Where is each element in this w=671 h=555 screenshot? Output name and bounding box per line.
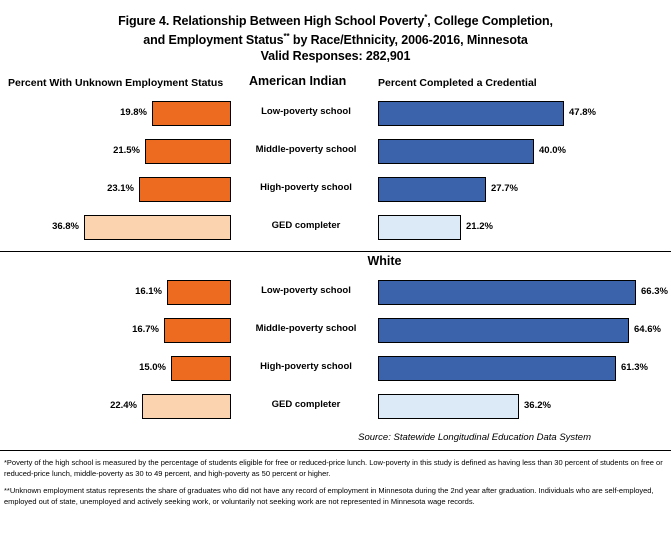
chart-row xyxy=(0,171,671,209)
group-white-rows xyxy=(0,274,671,426)
bar-value-label: 47.8% xyxy=(569,107,596,119)
category-label: High-poverty school xyxy=(260,361,352,373)
chart-row xyxy=(0,312,671,350)
group-header-american-indian: American Indian xyxy=(249,74,347,89)
bar-unknown-employment xyxy=(145,139,231,164)
right-bar-zone xyxy=(373,312,671,350)
bar-value-label: 16.1% xyxy=(135,286,162,298)
category-label: Low-poverty school xyxy=(261,106,351,118)
bar-completed-credential xyxy=(378,177,486,202)
source-note: Source: Statewide Longitudinal Education Data System xyxy=(358,432,591,444)
right-column-header: Percent Completed a Credential xyxy=(378,77,537,90)
bar-unknown-employment-ged xyxy=(84,215,231,240)
footnote-poverty: *Poverty of the high school is measured by the percentage of students eligible for free or reduced-price lunch. Low-poverty in this study is defined as having less than 30 percent of students on free or reduced-price lunch, middle-poverty as 30 to 49 percent, and high-poverty as 50 percent or higher. xyxy=(4,458,663,478)
bar-value-label: 21.2% xyxy=(466,221,493,233)
title-line-1-text: Figure 4. Relationship Between High School Poverty xyxy=(118,14,425,29)
title-line-3: Valid Responses: 282,901 xyxy=(260,49,411,64)
bar-unknown-employment xyxy=(167,280,231,305)
bar-completed-credential xyxy=(378,101,564,126)
footnote-unknown-employment: **Unknown employment status represents the share of graduates who did not have any record of employment in Minnesota during the 2nd year after graduation. Individuals who are self-employed, employed out of state, unemployed and actively seeking work, or voluntarily not seeking work are not represented in Minnesota wage records. xyxy=(4,486,654,506)
chart-row xyxy=(0,350,671,388)
left-bar-zone xyxy=(0,312,239,350)
category-label: High-poverty school xyxy=(260,182,352,194)
category-label: Middle-poverty school xyxy=(255,323,357,335)
group-header-white xyxy=(0,254,671,274)
right-bar-zone xyxy=(373,388,671,426)
bar-value-label: 19.8% xyxy=(120,107,147,119)
category-label: GED completer xyxy=(271,220,341,232)
bar-value-label: 15.0% xyxy=(139,362,166,374)
bar-completed-credential-ged xyxy=(378,394,519,419)
title-line-2-text: and Employment Status xyxy=(143,33,284,48)
bar-completed-credential xyxy=(378,280,636,305)
category-label: Middle-poverty school xyxy=(255,144,357,156)
footnotes xyxy=(0,451,671,507)
bar-value-label: 61.3% xyxy=(621,362,648,374)
left-bar-zone xyxy=(0,209,239,247)
bar-value-label: 40.0% xyxy=(539,145,566,157)
left-column-header: Percent With Unknown Employment Status xyxy=(8,77,224,90)
chart-row xyxy=(0,388,671,426)
left-bar-zone xyxy=(0,274,239,312)
figure-title xyxy=(0,0,671,64)
title-line-2 xyxy=(0,29,671,48)
title-line-1-cont: , College Completion, xyxy=(427,14,553,29)
bar-value-label: 27.7% xyxy=(491,183,518,195)
category-label: Low-poverty school xyxy=(261,285,351,297)
right-bar-zone xyxy=(373,350,671,388)
bar-value-label: 36.2% xyxy=(524,400,551,412)
bar-completed-credential xyxy=(378,356,616,381)
chart-row xyxy=(0,95,671,133)
bar-unknown-employment-ged xyxy=(142,394,231,419)
chart-row xyxy=(0,274,671,312)
bar-value-label: 36.8% xyxy=(52,221,79,233)
chart-row xyxy=(0,133,671,171)
right-bar-zone xyxy=(373,209,671,247)
left-bar-zone xyxy=(0,171,239,209)
bar-value-label: 22.4% xyxy=(110,400,137,412)
bar-completed-credential xyxy=(378,139,534,164)
title-line-1 xyxy=(0,10,671,29)
bar-unknown-employment xyxy=(171,356,231,381)
bar-unknown-employment xyxy=(164,318,231,343)
bar-unknown-employment xyxy=(152,101,231,126)
bar-unknown-employment xyxy=(139,177,231,202)
column-headers xyxy=(0,73,671,95)
left-bar-zone xyxy=(0,133,239,171)
bar-value-label: 16.7% xyxy=(132,324,159,336)
group-divider xyxy=(0,251,671,252)
right-bar-zone xyxy=(373,171,671,209)
chart-row xyxy=(0,209,671,247)
title-footnote-marker-1: * xyxy=(424,13,428,22)
bar-value-label: 64.6% xyxy=(634,324,661,336)
bar-value-label: 23.1% xyxy=(107,183,134,195)
bar-completed-credential-ged xyxy=(378,215,461,240)
bar-value-label: 21.5% xyxy=(113,145,140,157)
category-label: GED completer xyxy=(271,399,341,411)
title-footnote-marker-2: ** xyxy=(283,32,290,42)
bar-value-label: 66.3% xyxy=(641,286,668,298)
right-bar-zone xyxy=(373,95,671,133)
left-bar-zone xyxy=(0,95,239,133)
title-line-2-cont: by Race/Ethnicity, 2006-2016, Minnesota xyxy=(289,33,528,48)
group-header-white-label: White xyxy=(367,254,402,269)
right-bar-zone xyxy=(373,133,671,171)
left-bar-zone xyxy=(0,388,239,426)
group-american-indian-rows xyxy=(0,95,671,247)
right-bar-zone xyxy=(373,274,671,312)
bar-completed-credential xyxy=(378,318,629,343)
left-bar-zone xyxy=(0,350,239,388)
